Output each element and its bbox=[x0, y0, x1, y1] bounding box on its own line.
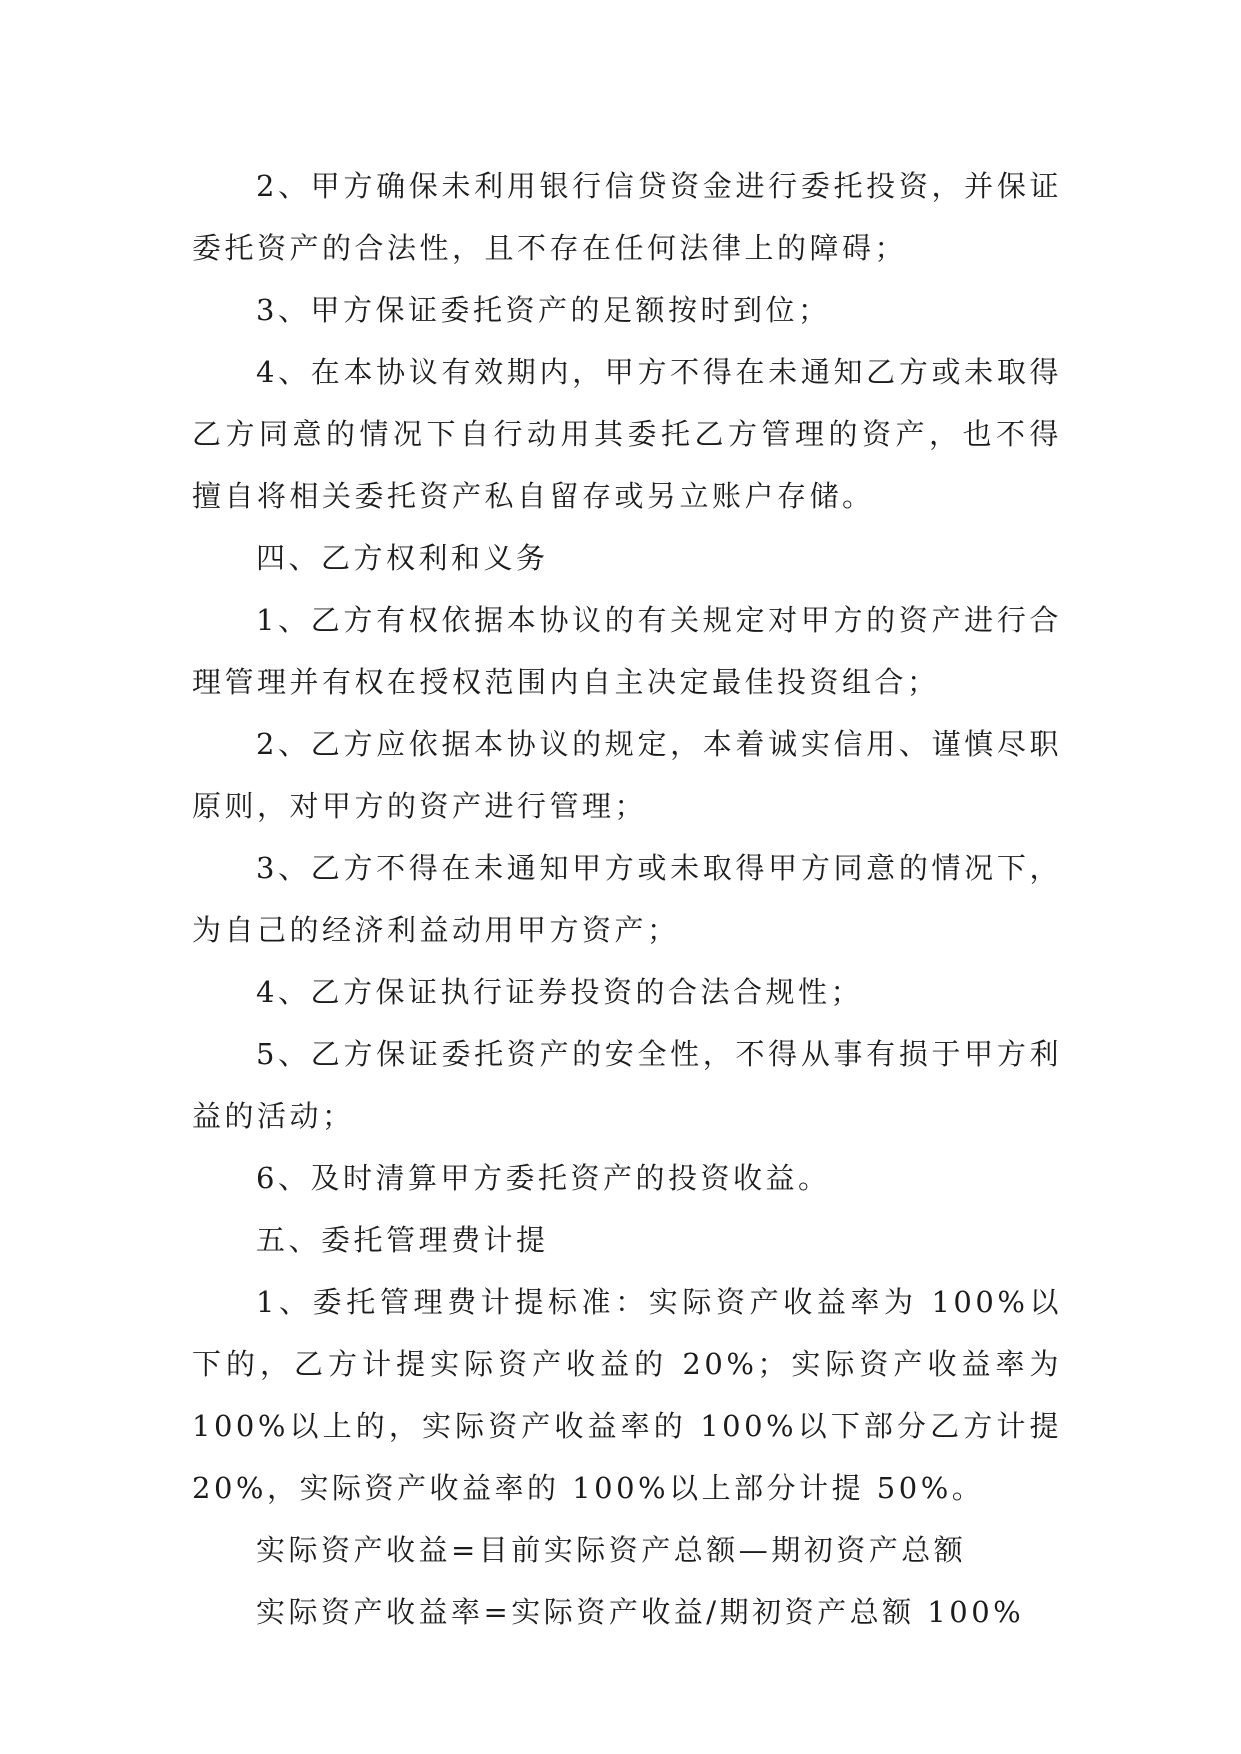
section-heading-party-b-rights: 四、乙方权利和义务 bbox=[256, 541, 549, 575]
section-heading-management-fee: 五、委托管理费计提 bbox=[256, 1223, 549, 1257]
paragraph-party-b-1: 1、乙方有权依据本协议的有关规定对甲方的资产进行合理管理并有权在授权范围内自主决定最佳投资组合； bbox=[192, 603, 1062, 699]
paragraph-party-b-5: 5、乙方保证委托资产的安全性，不得从事有损于甲方利益的活动； bbox=[192, 1037, 1062, 1133]
paragraph-party-b-2: 2、乙方应依据本协议的规定，本着诚实信用、谨慎尽职原则，对甲方的资产进行管理； bbox=[192, 727, 1062, 823]
formula-actual-return: 实际资产收益=目前实际资产总额—期初资产总额 bbox=[256, 1533, 967, 1567]
paragraph-party-a-3: 3、甲方保证委托资产的足额按时到位； bbox=[256, 293, 831, 327]
paragraph-party-b-3: 3、乙方不得在未通知甲方或未取得甲方同意的情况下，为自己的经济利益动用甲方资产； bbox=[192, 851, 1062, 947]
document-body bbox=[192, 155, 1062, 1643]
paragraph-party-b-4: 4、乙方保证执行证券投资的合法合规性； bbox=[256, 975, 863, 1009]
formula-actual-return-rate: 实际资产收益率=实际资产收益/期初资产总额 100% bbox=[256, 1595, 1025, 1629]
paragraph-party-a-2: 2、甲方确保未利用银行信贷资金进行委托投资，并保证委托资产的合法性，且不存在任何法律上的障碍； bbox=[192, 169, 1062, 265]
paragraph-party-b-6: 6、及时清算甲方委托资产的投资收益。 bbox=[256, 1161, 831, 1195]
paragraph-fee-standard: 1、委托管理费计提标准：实际资产收益率为 100%以下的，乙方计提实际资产收益的 20%；实际资产收益率为 100%以上的，实际资产收益率的 100%以下部分乙方计提 20%，实际资产收益率的 100%以上部分计提 50%。 bbox=[192, 1285, 1062, 1505]
paragraph-party-a-4: 4、在本协议有效期内，甲方不得在未通知乙方或未取得乙方同意的情况下自行动用其委托乙方管理的资产，也不得擅自将相关委托资产私自留存或另立账户存储。 bbox=[192, 355, 1062, 513]
